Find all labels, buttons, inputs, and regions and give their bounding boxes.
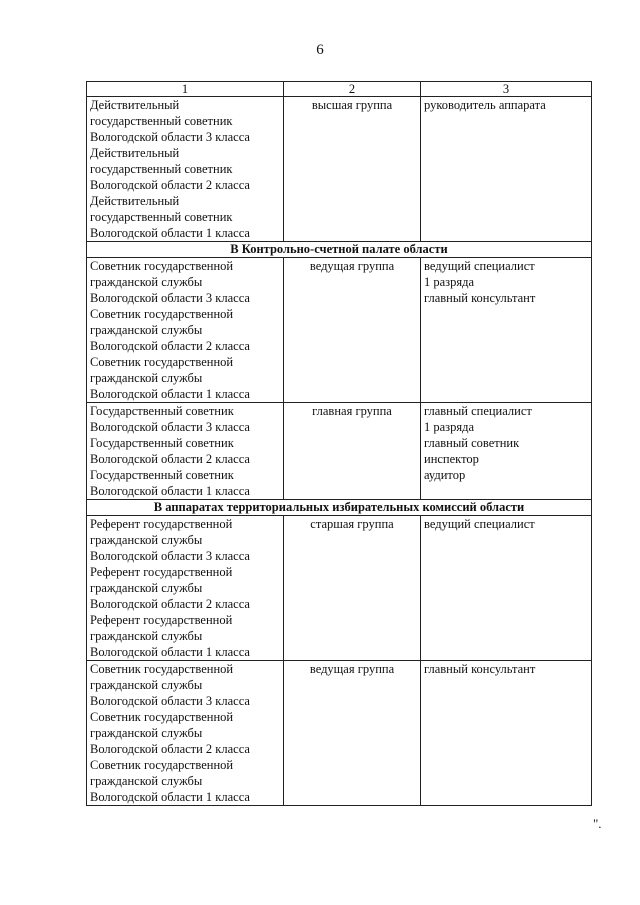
position-group-cell: старшая группа [284,516,421,661]
header-cell-3: 3 [421,82,592,97]
class-rank-line: Референт государственной [90,517,233,531]
position-title-line: 1 разряда [424,420,475,434]
class-rank-line: гражданской службы [90,629,203,643]
class-rank-line: Вологодской области 3 класса [90,130,250,144]
table-header-row [87,82,592,97]
position-title-line: главный специалист [424,404,532,418]
position-title-line: инспектор [424,452,479,466]
table-row [87,403,592,500]
section-header-row [87,242,592,258]
position-title-cell [421,258,592,403]
position-title-line: аудитор [424,468,466,482]
header-cell-2: 2 [284,82,421,97]
class-rank-line: Вологодской области 3 класса [90,420,250,434]
position-title-cell [421,661,592,806]
class-rank-line: государственный советник [90,114,233,128]
position-title-line: ведущий специалист [424,259,535,273]
position-title-line: главный консультант [424,291,536,305]
class-rank-line: Советник государственной [90,662,234,676]
class-rank-line: Вологодской области 3 класса [90,291,250,305]
position-title-line: ведущий специалист [424,517,535,531]
position-group-cell: ведущая группа [284,661,421,806]
class-rank-line: Советник государственной [90,259,234,273]
class-rank-line: Вологодской области 2 класса [90,178,250,192]
class-rank-line: Действительный [90,194,180,208]
class-rank-line: гражданской службы [90,678,203,692]
class-rank-line: Вологодской области 2 класса [90,742,250,756]
ranks-table [86,81,592,806]
table-row [87,516,592,661]
position-title-cell [421,403,592,500]
table-row [87,258,592,403]
class-rank-line: Советник государственной [90,307,234,321]
class-rank-line: Вологодской области 1 класса [90,790,250,804]
position-title-line: руководитель аппарата [424,98,546,112]
page-number: 6 [316,42,324,58]
position-title-cell [421,97,592,242]
class-rank-line: Вологодской области 1 класса [90,226,250,240]
class-rank-line: Вологодской области 2 класса [90,339,250,353]
class-rank-line: государственный советник [90,162,233,176]
class-rank-line: гражданской службы [90,726,203,740]
position-title-cell [421,516,592,661]
class-rank-line: Вологодской области 2 класса [90,452,250,466]
class-rank-line: гражданской службы [90,533,203,547]
position-title-line: главный консультант [424,662,536,676]
class-rank-line: Вологодской области 1 класса [90,387,250,401]
class-rank-line: Вологодской области 3 класса [90,694,250,708]
position-group-cell: ведущая группа [284,258,421,403]
class-rank-line: Советник государственной [90,710,234,724]
table-body [87,82,592,806]
table-row [87,97,592,242]
class-rank-line: Советник государственной [90,355,234,369]
table-row [87,661,592,806]
class-rank-line: гражданской службы [90,581,203,595]
class-rank-cell [87,516,284,661]
class-rank-line: Референт государственной [90,565,233,579]
class-rank-line: гражданской службы [90,774,203,788]
class-rank-line: Вологодской области 1 класса [90,645,250,659]
closing-quote-mark: ". [593,816,602,831]
class-rank-line: Государственный советник [90,468,234,482]
class-rank-line: гражданской службы [90,275,203,289]
class-rank-cell [87,97,284,242]
class-rank-line: Государственный советник [90,436,234,450]
class-rank-line: Советник государственной [90,758,234,772]
class-rank-line: гражданской службы [90,323,203,337]
class-rank-cell [87,661,284,806]
class-rank-line: Действительный [90,146,180,160]
section-title: В аппаратах территориальных избирательных комиссий области [87,500,592,516]
class-rank-line: Государственный советник [90,404,234,418]
class-rank-line: гражданской службы [90,371,203,385]
class-rank-cell [87,258,284,403]
position-group-cell: главная группа [284,403,421,500]
class-rank-line: государственный советник [90,210,233,224]
class-rank-line: Референт государственной [90,613,233,627]
class-rank-line: Вологодской области 1 класса [90,484,250,498]
position-title-line: главный советник [424,436,520,450]
class-rank-line: Действительный [90,98,180,112]
section-header-row [87,500,592,516]
position-title-line: 1 разряда [424,275,475,289]
class-rank-line: Вологодской области 3 класса [90,549,250,563]
section-title: В Контрольно-счетной палате области [87,242,592,258]
class-rank-line: Вологодской области 2 класса [90,597,250,611]
position-group-cell: высшая группа [284,97,421,242]
header-cell-1: 1 [87,82,284,97]
class-rank-cell [87,403,284,500]
